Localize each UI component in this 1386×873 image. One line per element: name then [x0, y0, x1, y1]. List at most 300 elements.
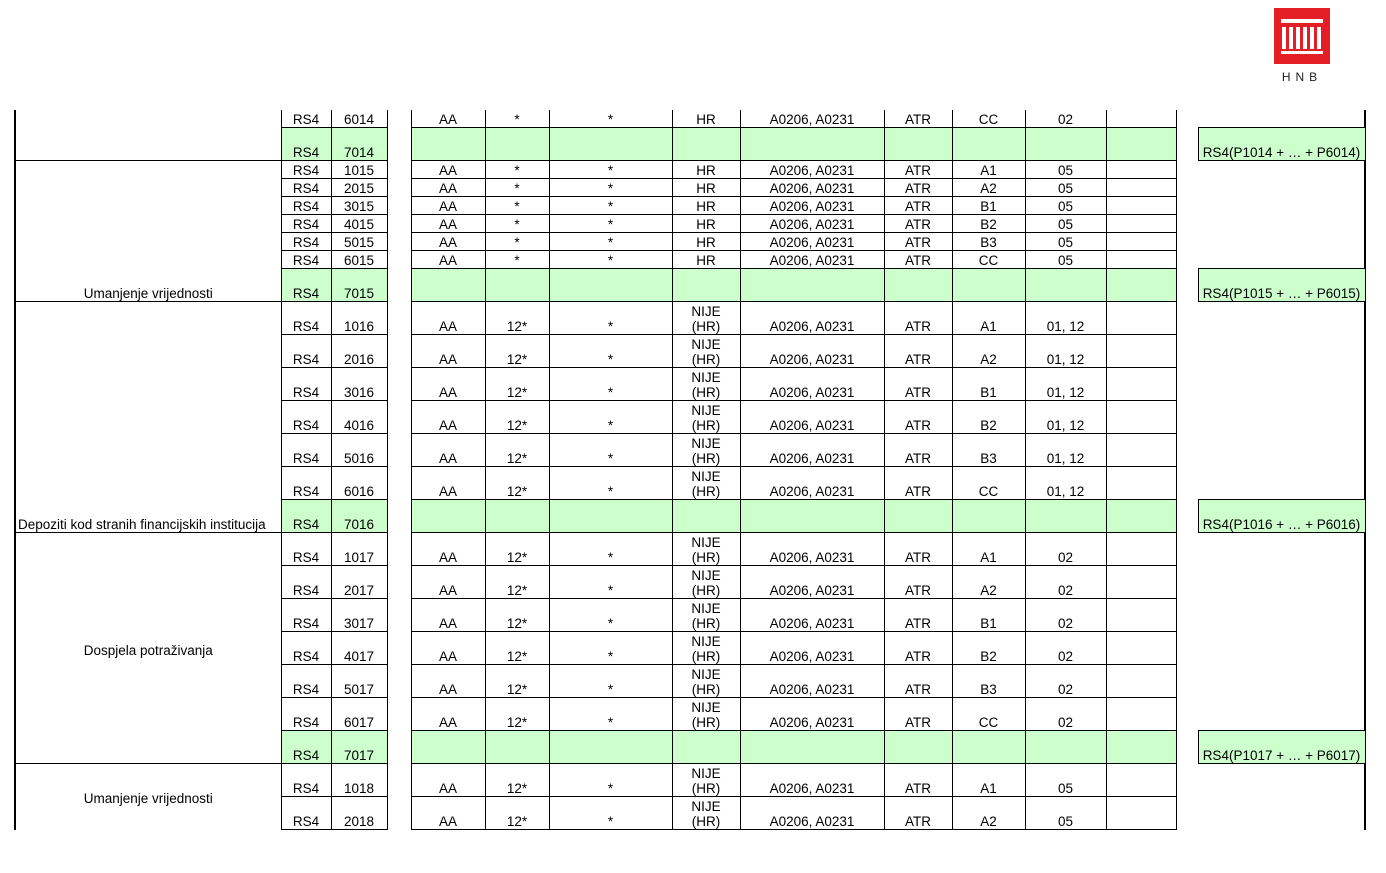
cell-c4-line2: (HR) — [691, 385, 721, 400]
cell-c4-line2: (HR) — [691, 352, 721, 367]
report-code: RS4 — [281, 665, 331, 698]
spacer — [1176, 251, 1198, 269]
cell-c9 — [1106, 401, 1176, 434]
formula-empty — [1198, 251, 1365, 269]
cell-c9 — [1106, 335, 1176, 368]
position-code: 2017 — [331, 566, 387, 599]
cell-c6: ATR — [884, 302, 952, 335]
cell-c7: B2 — [952, 401, 1025, 434]
hnb-logo — [1272, 8, 1332, 88]
cell-c5: A0206, A0231 — [740, 302, 884, 335]
table-row — [15, 161, 1365, 179]
cell-c3: * — [549, 467, 672, 500]
cell-c7: A1 — [952, 533, 1025, 566]
cell-c5: A0206, A0231 — [740, 665, 884, 698]
position-code: 3016 — [331, 368, 387, 401]
spacer — [1176, 698, 1198, 731]
position-code: 2018 — [331, 797, 387, 830]
cell-c3: * — [549, 179, 672, 197]
spacer — [387, 665, 411, 698]
cell-c6: ATR — [884, 599, 952, 632]
cell-c1: AA — [411, 566, 485, 599]
section-label: Depoziti kod stranih financijskih institucija — [15, 302, 281, 533]
table-row — [15, 764, 1365, 797]
cell-c6: ATR — [884, 467, 952, 500]
cell-c8: 01, 12 — [1025, 368, 1106, 401]
position-code: 4017 — [331, 632, 387, 665]
spacer — [1176, 215, 1198, 233]
formula-empty — [1198, 110, 1365, 128]
position-code: 1018 — [331, 764, 387, 797]
formula-empty — [1198, 467, 1365, 500]
formula-empty — [1198, 161, 1365, 179]
cell-c4 — [672, 599, 740, 632]
cell-c4-line1: NIJE — [691, 304, 721, 319]
report-code: RS4 — [281, 251, 331, 269]
green-cell — [952, 128, 1025, 161]
cell-c6: ATR — [884, 533, 952, 566]
cell-c7: B1 — [952, 197, 1025, 215]
cell-c9 — [1106, 179, 1176, 197]
cell-c3: * — [549, 533, 672, 566]
spacer — [1176, 533, 1198, 566]
cell-c1: AA — [411, 368, 485, 401]
bank-building-icon — [1274, 8, 1330, 64]
cell-c2: 12* — [485, 665, 549, 698]
cell-c9 — [1106, 197, 1176, 215]
cell-c1: AA — [411, 698, 485, 731]
green-cell — [672, 500, 740, 533]
sum-formula: RS4(P1017 + … + P6017) — [1198, 731, 1365, 764]
cell-c8: 05 — [1025, 251, 1106, 269]
spacer — [387, 698, 411, 731]
cell-c5: A0206, A0231 — [740, 179, 884, 197]
cell-c4: HR — [672, 110, 740, 128]
cell-c3: * — [549, 632, 672, 665]
cell-c7: A2 — [952, 179, 1025, 197]
cell-c8: 01, 12 — [1025, 335, 1106, 368]
green-cell — [549, 500, 672, 533]
cell-c2: 12* — [485, 467, 549, 500]
green-cell — [1025, 500, 1106, 533]
cell-c7: B3 — [952, 434, 1025, 467]
cell-c7: B2 — [952, 215, 1025, 233]
cell-c5: A0206, A0231 — [740, 632, 884, 665]
cell-c5: A0206, A0231 — [740, 698, 884, 731]
spacer — [387, 251, 411, 269]
green-cell — [1106, 731, 1176, 764]
spacer — [387, 764, 411, 797]
cell-c1: AA — [411, 110, 485, 128]
green-cell — [884, 500, 952, 533]
cell-c1: AA — [411, 251, 485, 269]
cell-c1: AA — [411, 161, 485, 179]
cell-c8: 01, 12 — [1025, 401, 1106, 434]
cell-c9 — [1106, 797, 1176, 830]
cell-c3: * — [549, 566, 672, 599]
report-code: RS4 — [281, 764, 331, 797]
cell-c2: * — [485, 179, 549, 197]
cell-c1: AA — [411, 665, 485, 698]
cell-c4: HR — [672, 215, 740, 233]
section-label: Dospjela potraživanja — [15, 533, 281, 764]
cell-c3: * — [549, 251, 672, 269]
cell-c8: 05 — [1025, 161, 1106, 179]
formula-empty — [1198, 434, 1365, 467]
cell-c4-line2: (HR) — [691, 682, 721, 697]
cell-c8: 02 — [1025, 599, 1106, 632]
cell-c7: A2 — [952, 566, 1025, 599]
cell-c2: 12* — [485, 599, 549, 632]
spacer — [1176, 110, 1198, 128]
cell-c3: * — [549, 215, 672, 233]
cell-c6: ATR — [884, 179, 952, 197]
cell-c9 — [1106, 566, 1176, 599]
cell-c8: 02 — [1025, 110, 1106, 128]
green-cell — [672, 731, 740, 764]
green-cell — [485, 269, 549, 302]
spacer — [387, 335, 411, 368]
cell-c3: * — [549, 764, 672, 797]
cell-c2: 12* — [485, 368, 549, 401]
cell-c3: * — [549, 599, 672, 632]
green-cell — [884, 731, 952, 764]
spacer — [1176, 233, 1198, 251]
cell-c4-line2: (HR) — [691, 550, 721, 565]
cell-c2: * — [485, 233, 549, 251]
cell-c8: 05 — [1025, 215, 1106, 233]
green-cell — [672, 128, 740, 161]
cell-c5: A0206, A0231 — [740, 251, 884, 269]
cell-c7: B1 — [952, 599, 1025, 632]
cell-c1: AA — [411, 599, 485, 632]
formula-empty — [1198, 233, 1365, 251]
formula-empty — [1198, 665, 1365, 698]
report-code: RS4 — [281, 797, 331, 830]
cell-c6: ATR — [884, 698, 952, 731]
cell-c5: A0206, A0231 — [740, 233, 884, 251]
cell-c8: 01, 12 — [1025, 434, 1106, 467]
sum-formula: RS4(P1016 + … + P6016) — [1198, 500, 1365, 533]
formula-empty — [1198, 599, 1365, 632]
cell-c5: A0206, A0231 — [740, 566, 884, 599]
spacer — [387, 269, 411, 302]
cell-c3: * — [549, 302, 672, 335]
spacer — [1176, 128, 1198, 161]
cell-c3: * — [549, 161, 672, 179]
spacer — [1176, 632, 1198, 665]
cell-c8: 01, 12 — [1025, 302, 1106, 335]
cell-c2: 12* — [485, 566, 549, 599]
report-code: RS4 — [281, 467, 331, 500]
report-code: RS4 — [281, 110, 331, 128]
cell-c1: AA — [411, 215, 485, 233]
green-cell — [952, 731, 1025, 764]
cell-c2: * — [485, 197, 549, 215]
report-code: RS4 — [281, 533, 331, 566]
cell-c9 — [1106, 302, 1176, 335]
cell-c6: ATR — [884, 566, 952, 599]
cell-c9 — [1106, 251, 1176, 269]
cell-c8: 05 — [1025, 764, 1106, 797]
report-code: RS4 — [281, 179, 331, 197]
position-code: 5016 — [331, 434, 387, 467]
cell-c2: 12* — [485, 764, 549, 797]
cell-c1: AA — [411, 197, 485, 215]
cell-c2: * — [485, 161, 549, 179]
cell-c2: * — [485, 251, 549, 269]
report-code: RS4 — [281, 368, 331, 401]
spacer — [387, 215, 411, 233]
spacer — [1176, 197, 1198, 215]
spacer — [1176, 500, 1198, 533]
cell-c4 — [672, 566, 740, 599]
cell-c4 — [672, 764, 740, 797]
spacer — [387, 533, 411, 566]
cell-c6: ATR — [884, 233, 952, 251]
position-code: 7016 — [331, 500, 387, 533]
section-label: Umanjenje vrijednosti — [15, 764, 281, 830]
report-code: RS4 — [281, 401, 331, 434]
green-cell — [549, 269, 672, 302]
sum-formula: RS4(P1015 + … + P6015) — [1198, 269, 1365, 302]
cell-c1: AA — [411, 335, 485, 368]
formula-empty — [1198, 566, 1365, 599]
cell-c6: ATR — [884, 110, 952, 128]
report-code: RS4 — [281, 128, 331, 161]
cell-c9 — [1106, 599, 1176, 632]
cell-c1: AA — [411, 434, 485, 467]
cell-c9 — [1106, 233, 1176, 251]
table-row — [15, 302, 1365, 335]
green-cell — [411, 500, 485, 533]
report-code: RS4 — [281, 698, 331, 731]
cell-c8: 05 — [1025, 197, 1106, 215]
cell-c4: HR — [672, 251, 740, 269]
cell-c9 — [1106, 764, 1176, 797]
position-code: 2015 — [331, 179, 387, 197]
cell-c4-line2: (HR) — [691, 451, 721, 466]
spacer — [1176, 434, 1198, 467]
green-cell — [549, 128, 672, 161]
cell-c7: CC — [952, 251, 1025, 269]
cell-c1: AA — [411, 179, 485, 197]
table-row — [15, 110, 1365, 128]
green-cell — [1106, 128, 1176, 161]
cell-c4-line1: NIJE — [691, 601, 721, 616]
formula-empty — [1198, 533, 1365, 566]
formula-empty — [1198, 179, 1365, 197]
spacer — [1176, 335, 1198, 368]
report-code: RS4 — [281, 302, 331, 335]
report-code: RS4 — [281, 500, 331, 533]
cell-c4-line1: NIJE — [691, 370, 721, 385]
report-code: RS4 — [281, 434, 331, 467]
cell-c4: HR — [672, 161, 740, 179]
section-label — [15, 110, 281, 161]
spacer — [387, 797, 411, 830]
position-code: 6017 — [331, 698, 387, 731]
spacer — [1176, 566, 1198, 599]
formula-empty — [1198, 368, 1365, 401]
logo-text: HNB — [1281, 70, 1323, 84]
position-code: 5017 — [331, 665, 387, 698]
cell-c4 — [672, 401, 740, 434]
cell-c6: ATR — [884, 251, 952, 269]
cell-c6: ATR — [884, 797, 952, 830]
spacer — [1176, 368, 1198, 401]
cell-c4-line1: NIJE — [691, 766, 721, 781]
sum-formula: RS4(P1014 + … + P6014) — [1198, 128, 1365, 161]
cell-c4-line1: NIJE — [691, 667, 721, 682]
cell-c3: * — [549, 434, 672, 467]
spacer — [1176, 269, 1198, 302]
cell-c2: * — [485, 110, 549, 128]
cell-c5: A0206, A0231 — [740, 197, 884, 215]
green-cell — [672, 269, 740, 302]
cell-c8: 02 — [1025, 632, 1106, 665]
cell-c7: CC — [952, 467, 1025, 500]
cell-c7: B3 — [952, 233, 1025, 251]
cell-c5: A0206, A0231 — [740, 434, 884, 467]
cell-c3: * — [549, 335, 672, 368]
position-code: 4016 — [331, 401, 387, 434]
position-code: 1015 — [331, 161, 387, 179]
cell-c8: 05 — [1025, 233, 1106, 251]
cell-c3: * — [549, 698, 672, 731]
cell-c3: * — [549, 665, 672, 698]
report-code: RS4 — [281, 233, 331, 251]
cell-c5: A0206, A0231 — [740, 797, 884, 830]
green-cell — [485, 500, 549, 533]
report-code: RS4 — [281, 215, 331, 233]
formula-empty — [1198, 764, 1365, 797]
green-cell — [549, 731, 672, 764]
cell-c8: 02 — [1025, 665, 1106, 698]
cell-c4 — [672, 533, 740, 566]
cell-c8: 02 — [1025, 566, 1106, 599]
spacer — [1176, 179, 1198, 197]
spacer — [387, 434, 411, 467]
position-code: 1017 — [331, 533, 387, 566]
spacer — [387, 368, 411, 401]
green-cell — [1106, 500, 1176, 533]
cell-c4 — [672, 797, 740, 830]
cell-c4-line2: (HR) — [691, 583, 721, 598]
cell-c2: 12* — [485, 302, 549, 335]
cell-c2: 12* — [485, 401, 549, 434]
cell-c5: A0206, A0231 — [740, 533, 884, 566]
cell-c2: 12* — [485, 434, 549, 467]
cell-c4-line2: (HR) — [691, 715, 721, 730]
cell-c7: A1 — [952, 764, 1025, 797]
green-cell — [1025, 128, 1106, 161]
cell-c4-line2: (HR) — [691, 616, 721, 631]
position-code: 7015 — [331, 269, 387, 302]
cell-c4-line2: (HR) — [691, 781, 721, 796]
cell-c1: AA — [411, 533, 485, 566]
formula-empty — [1198, 797, 1365, 830]
formula-empty — [1198, 215, 1365, 233]
cell-c7: A2 — [952, 797, 1025, 830]
cell-c2: 12* — [485, 533, 549, 566]
spacer — [387, 467, 411, 500]
spacer — [387, 110, 411, 128]
spacer — [387, 500, 411, 533]
cell-c1: AA — [411, 797, 485, 830]
cell-c5: A0206, A0231 — [740, 161, 884, 179]
position-code: 4015 — [331, 215, 387, 233]
cell-c7: CC — [952, 698, 1025, 731]
cell-c6: ATR — [884, 161, 952, 179]
cell-c9 — [1106, 110, 1176, 128]
cell-c3: * — [549, 797, 672, 830]
cell-c9 — [1106, 632, 1176, 665]
green-cell — [411, 128, 485, 161]
cell-c5: A0206, A0231 — [740, 599, 884, 632]
cell-c7: B3 — [952, 665, 1025, 698]
formula-empty — [1198, 401, 1365, 434]
cell-c9 — [1106, 467, 1176, 500]
green-cell — [485, 731, 549, 764]
cell-c4-line2: (HR) — [691, 319, 721, 334]
cell-c6: ATR — [884, 401, 952, 434]
cell-c6: ATR — [884, 197, 952, 215]
spacer — [387, 197, 411, 215]
cell-c8: 05 — [1025, 797, 1106, 830]
green-cell — [1025, 269, 1106, 302]
cell-c5: A0206, A0231 — [740, 764, 884, 797]
table-row — [15, 533, 1365, 566]
cell-c6: ATR — [884, 434, 952, 467]
cell-c4 — [672, 698, 740, 731]
cell-c5: A0206, A0231 — [740, 467, 884, 500]
spacer — [1176, 161, 1198, 179]
cell-c5: A0206, A0231 — [740, 215, 884, 233]
cell-c1: AA — [411, 632, 485, 665]
spacer — [387, 599, 411, 632]
green-cell — [952, 269, 1025, 302]
formula-empty — [1198, 632, 1365, 665]
cell-c4-line1: NIJE — [691, 436, 721, 451]
cell-c8: 05 — [1025, 179, 1106, 197]
green-cell — [952, 500, 1025, 533]
cell-c9 — [1106, 368, 1176, 401]
spacer — [1176, 599, 1198, 632]
cell-c9 — [1106, 434, 1176, 467]
cell-c7: CC — [952, 110, 1025, 128]
cell-c7: B2 — [952, 632, 1025, 665]
spacer — [387, 731, 411, 764]
green-cell — [884, 269, 952, 302]
spacer — [1176, 731, 1198, 764]
cell-c4 — [672, 665, 740, 698]
position-code: 6015 — [331, 251, 387, 269]
green-cell — [1025, 731, 1106, 764]
cell-c2: 12* — [485, 632, 549, 665]
formula-empty — [1198, 197, 1365, 215]
cell-c4: HR — [672, 197, 740, 215]
spacer — [387, 179, 411, 197]
cell-c4: HR — [672, 233, 740, 251]
cell-c2: 12* — [485, 335, 549, 368]
cell-c2: * — [485, 215, 549, 233]
cell-c4 — [672, 302, 740, 335]
cell-c6: ATR — [884, 368, 952, 401]
report-code: RS4 — [281, 197, 331, 215]
cell-c4-line1: NIJE — [691, 700, 721, 715]
report-code: RS4 — [281, 599, 331, 632]
